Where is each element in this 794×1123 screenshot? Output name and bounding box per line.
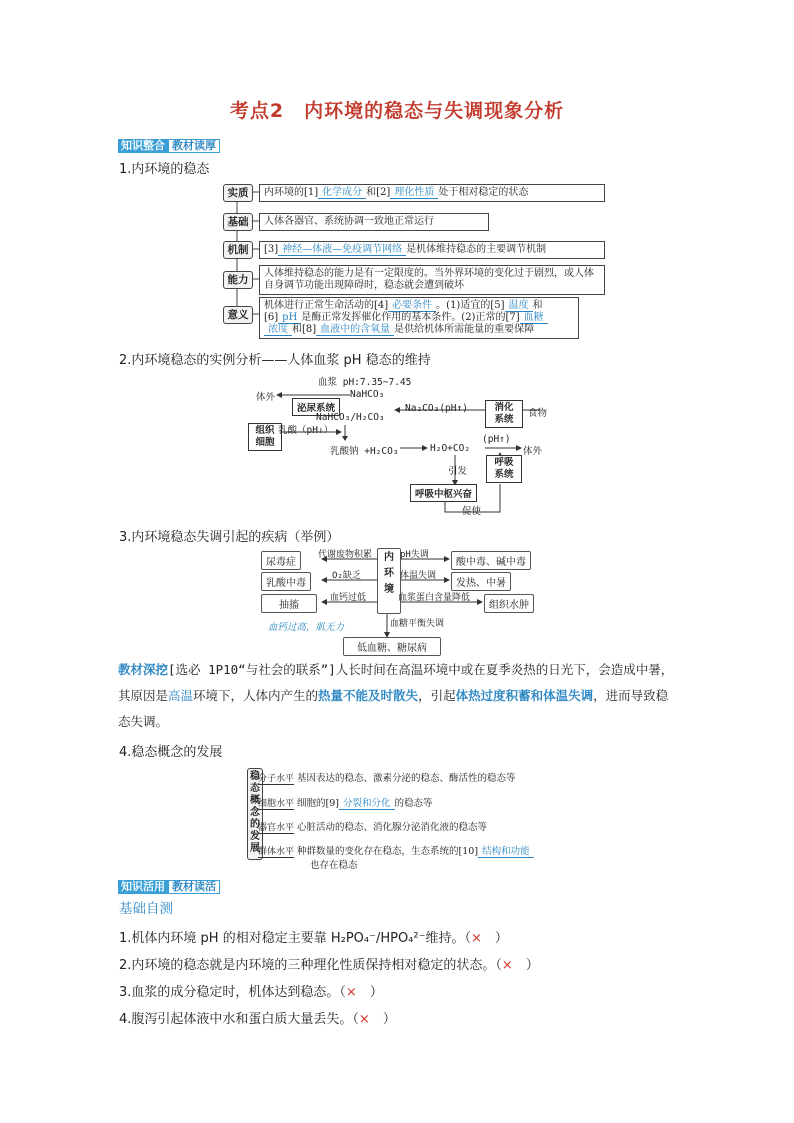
fill-blank-6: pH [278, 312, 301, 324]
cause-o2: O₂缺乏 [332, 571, 361, 581]
level-text: 细胞的[9] [297, 798, 340, 809]
concept-cellular [258, 795, 433, 809]
na2co3: Na₂CO₃(pH↑) [405, 403, 468, 414]
uremia: 尿毒症 [261, 551, 301, 570]
quiz-close: ） [369, 985, 383, 1000]
text: 机体进行正常生命活动的[4] [264, 300, 389, 311]
text: [3] [264, 244, 279, 255]
tag-label: 教材读活 [168, 880, 220, 894]
buffer-pair: NaHCO₃/H₂CO₃ [316, 412, 385, 423]
label-mechanism: 机制 [223, 241, 253, 259]
text: 和[8] [292, 324, 317, 335]
cause-temp: 体温失调 [400, 571, 437, 581]
quiz-text: 1.机体内环境 pH 的相对稳定主要靠 H₂PO₄⁻/HPO₄²⁻维持。（ [119, 931, 471, 946]
level-label: 群体水平 [258, 847, 295, 857]
lactic-acid: 乳酸（pH↓） [278, 425, 334, 436]
internal-environment: 内环境 [377, 548, 401, 614]
digestive-system: 消化系统 [485, 400, 523, 428]
section-heading-4: 4.稳态概念的发展 [119, 745, 223, 760]
tag-label: 知识活用 [118, 880, 168, 894]
concept-side-label: 稳态概念的发展 [247, 768, 263, 860]
quiz-item-1 [119, 927, 508, 946]
level-text: 种群数量的变化存在稳态，生态系统的[10] [297, 846, 479, 857]
level-text: 也存在稳态 [310, 860, 358, 871]
section-heading-2: 2.内环境稳态的实例分析——人体血浆 pH 稳态的维持 [119, 353, 431, 368]
text: 。(1)适宜的[5] [436, 300, 505, 311]
label-essence: 实质 [223, 184, 253, 202]
body-outside-1: 体外 [256, 392, 276, 403]
deep-key: 体热过度积蓄和体温失调 [455, 688, 594, 703]
deep-text: 环境下，人体内产生的 [193, 688, 319, 703]
fever-heatstroke: 发热、中暑 [451, 572, 511, 591]
fill-blank-4: 必要条件 [388, 300, 436, 312]
deep-text: ，进而导致稳态失调。 [118, 688, 669, 729]
fill-blank-10: 结构和功能 [478, 846, 534, 858]
tag-label: 教材读厚 [168, 139, 220, 153]
textbook-deep-dive [118, 657, 678, 735]
cause-protein: 血浆蛋白含量降低 [398, 593, 471, 603]
quiz-item-3 [119, 981, 383, 1000]
food: 食物 [528, 408, 548, 419]
deep-text: ，引起 [418, 688, 456, 703]
cause-waste: 代谢废物积累 [318, 550, 373, 560]
fill-blank-2: 理化性质 [390, 187, 438, 199]
tissue-cells: 组织细胞 [248, 423, 282, 451]
essence-box [259, 184, 605, 202]
mechanism-box [259, 241, 605, 259]
quiz-item-2 [119, 954, 539, 973]
fill-blank-7: 血糖 [520, 312, 548, 324]
section-tag-apply [118, 875, 220, 894]
quiz-text: 4.腹泻引起体液中水和蛋白质大量丢失。（ [119, 1012, 359, 1027]
quiz-text: 2.内环境的稳态就是内环境的三种理化性质保持相对稳定的状态。（ [119, 958, 502, 973]
text: 是供给机体所需能量的重要保障 [394, 324, 535, 335]
level-text: 基因表达的稳态、激素分泌的稳态、酶活性的稳态等 [297, 773, 516, 784]
promote-label: 促使 [462, 506, 482, 517]
text: 处于相对稳定的状态 [438, 187, 529, 198]
fill-blank-3: 神经—体液—免疫调节网络 [278, 244, 406, 256]
deep-key: 高温 [168, 688, 194, 703]
hypo-hyperglycemia: 低血糖、糖尿病 [343, 637, 441, 656]
respiratory-system: 呼吸系统 [486, 455, 522, 483]
self-test-heading: 基础自测 [119, 901, 173, 917]
text: 和 [532, 300, 543, 311]
quiz-close: ） [382, 1012, 396, 1027]
ph-up: (pH↑) [482, 434, 511, 445]
fill-blank-7b: 浓度 [264, 324, 292, 336]
cause-glucose: 血糖平衡失调 [390, 619, 445, 629]
text: 和[2] [366, 187, 391, 198]
text: 内环境的[1] [264, 187, 319, 198]
text: 是机体维持稳态的主要调节机制 [406, 244, 547, 255]
fill-blank-1: 化学成分 [318, 187, 366, 199]
deep-text: [选必 1P10“与社会的联系”]人长时间在高温环境中或在夏季炎热的日光下，会造成中暑，其原因是 [118, 662, 674, 703]
level-label: 分子水平 [258, 774, 295, 784]
answer-mark: × [501, 958, 513, 973]
answer-mark: × [345, 985, 357, 1000]
handwritten-note: 血钙过高，肌无力 [268, 622, 345, 633]
lactic-acidosis: 乳酸中毒 [261, 572, 311, 591]
basis-box: 人体各器官、系统协调一致地正常运行 [259, 213, 489, 231]
body-outside-2: 体外 [523, 446, 543, 457]
concept-molecular [258, 770, 516, 784]
nahco3: NaHCO₃ [350, 389, 385, 400]
fill-blank-9: 分裂和分化 [339, 798, 395, 810]
trigger-label: 引发 [448, 466, 468, 477]
level-label: 器官水平 [258, 823, 295, 833]
acidosis-alkalosis: 酸中毒、碱中毒 [451, 551, 531, 570]
text: [6] [264, 312, 279, 323]
answer-mark: × [358, 1012, 370, 1027]
label-significance: 意义 [223, 306, 253, 324]
lactate-reaction: 乳酸钠 +H₂CO₃ [330, 446, 399, 457]
fill-blank-5: 温度 [505, 300, 533, 312]
quiz-item-4 [119, 1008, 396, 1027]
section-heading-3: 3.内环境稳态失调引起的疾病（举例） [119, 530, 340, 545]
urinary-system: 泌尿系统 [292, 398, 340, 416]
significance-box [259, 297, 579, 339]
level-label: 细胞水平 [258, 799, 295, 809]
text: 是酶正常发挥催化作用的基本条件。(2)正常的[7] [301, 312, 520, 323]
concept-population [258, 843, 558, 871]
fill-blank-8: 血液中的含氧量 [316, 324, 394, 336]
cause-calcium: 血钙过低 [330, 593, 367, 603]
label-basis: 基础 [223, 213, 253, 231]
quiz-close: ） [494, 931, 508, 946]
section-heading-1: 1.内环境的稳态 [119, 162, 210, 177]
quiz-close: ） [525, 958, 539, 973]
convulsion: 抽搐 [261, 594, 317, 613]
label-ability: 能力 [223, 271, 253, 289]
ability-box: 人体维持稳态的能力是有一定限度的。当外界环境的变化过于剧烈，或人体自身调节功能出现障碍时，稳态就会遭到破坏 [259, 265, 605, 295]
cause-ph: pH失调 [400, 550, 429, 560]
page-title: 考点2 内环境的稳态与失调现象分析 [229, 100, 565, 122]
plasma-ph: 血浆 pH:7.35~7.45 [318, 377, 412, 388]
tag-label: 知识整合 [118, 139, 168, 153]
concept-organ [258, 819, 487, 833]
deep-key: 热量不能及时散失 [318, 688, 419, 703]
level-text: 心脏活动的稳态、消化腺分泌消化液的稳态等 [297, 822, 488, 833]
deep-head: 教材深挖 [118, 662, 169, 677]
answer-mark: × [470, 931, 482, 946]
tissue-edema: 组织水肿 [484, 594, 534, 613]
level-text: 的稳态等 [394, 798, 433, 809]
respiratory-center: 呼吸中枢兴奋 [410, 484, 477, 502]
quiz-text: 3.血浆的成分稳定时，机体达到稳态。（ [119, 985, 346, 1000]
h2o-co2: H₂O+CO₂ [430, 443, 471, 454]
